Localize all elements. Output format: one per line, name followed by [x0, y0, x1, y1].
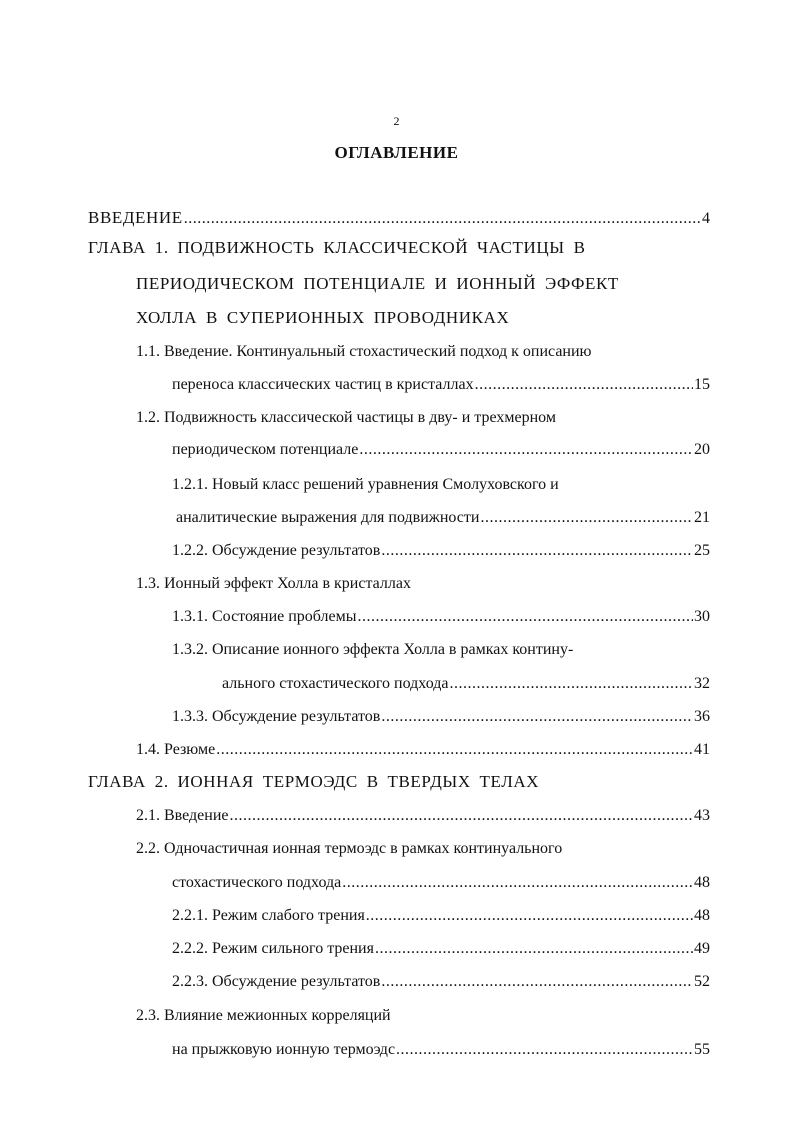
dot-leader	[381, 708, 693, 726]
dot-leader	[342, 874, 693, 892]
toc-entry-1-2-line-1: 1.2. Подвижность классической частицы в дву- и трехмерном	[136, 409, 556, 426]
toc-entry-text: 2.2.2. Режим сильного трения	[172, 940, 374, 957]
toc-page-number: 20	[694, 441, 710, 458]
toc-entry-2-2-line-1: 2.2. Одночастичная ионная термоэдс в рамках континуального	[136, 840, 563, 857]
toc-entry-1-2-2	[172, 542, 710, 560]
page-number: 2	[393, 114, 400, 128]
toc-entry-text: 1.3.1. Состояние проблемы	[172, 608, 357, 625]
toc-page-number: 21	[694, 509, 710, 526]
toc-entry-text: аналитические выражения для подвижности	[176, 509, 480, 526]
toc-page-number: 55	[694, 1041, 710, 1058]
dot-leader	[449, 675, 693, 693]
toc-entry-text: 2.2.1. Режим слабого трения	[172, 907, 365, 924]
dot-leader	[359, 441, 693, 459]
toc-page-number: 43	[694, 807, 710, 824]
toc-page-number: 52	[694, 973, 710, 990]
toc-entry-text: 1.3.3. Обсуждение результатов	[172, 708, 381, 725]
toc-entry-1-2	[172, 441, 710, 459]
toc-entry-1-3-2	[222, 675, 710, 693]
toc-entry-1-2-1	[176, 509, 710, 527]
toc-entry-text: 1.4. Резюме	[136, 741, 216, 758]
chapter-1-heading-line-2: ПЕРИОДИЧЕСКОМ ПОТЕНЦИАЛЕ И ИОННЫЙ ЭФФЕКТ	[136, 274, 619, 293]
dot-leader	[216, 741, 693, 759]
dot-leader	[396, 1041, 693, 1059]
dot-leader	[480, 509, 693, 527]
toc-page-number: 36	[694, 708, 710, 725]
toc-entry-1-1-line-1: 1.1. Введение. Континуальный стохастический подход к описанию	[136, 343, 592, 360]
toc-entry-1-2-1-line-1: 1.2.1. Новый класс решений уравнения Смолуховского и	[172, 476, 559, 493]
dot-leader	[375, 940, 693, 958]
toc-entry-text: ального стохастического подхода	[222, 675, 449, 692]
toc-entry-2-3	[172, 1041, 710, 1059]
toc-entry-1-3-1	[172, 608, 710, 626]
toc-page-number: 15	[694, 376, 710, 393]
toc-entry-text: 1.2.2. Обсуждение результатов	[172, 542, 381, 559]
toc-page-number: 32	[694, 675, 710, 692]
toc-entry-text: на прыжковую ионную термоэдс	[172, 1041, 396, 1058]
chapter-1-heading-line-1: ГЛАВА 1. ПОДВИЖНОСТЬ КЛАССИЧЕСКОЙ ЧАСТИЦЫ В	[88, 238, 586, 257]
toc-page-number: 30	[694, 608, 710, 625]
chapter-1-heading-line-3: ХОЛЛА В СУПЕРИОННЫХ ПРОВОДНИКАХ	[136, 308, 510, 327]
toc-entry-1-3: 1.3. Ионный эффект Холла в кристаллах	[136, 575, 411, 592]
dot-leader	[358, 608, 694, 626]
toc-entry-1-1	[172, 376, 710, 394]
page-title: ОГЛАВЛЕНИЕ	[334, 143, 459, 162]
toc-entry-text: периодическом потенциале	[172, 441, 359, 458]
toc-page-number: 49	[694, 940, 710, 957]
toc-entry-text: переноса классических частиц в кристаллах	[172, 376, 474, 393]
dot-leader	[184, 210, 701, 228]
toc-entry-1-3-2-line-1: 1.3.2. Описание ионного эффекта Холла в рамках контину-	[172, 641, 574, 658]
toc-entry-2-1	[136, 807, 710, 825]
toc-entry-text: 2.2.3. Обсуждение результатов	[172, 973, 381, 990]
chapter-2-heading: ГЛАВА 2. ИОННАЯ ТЕРМОЭДС В ТВЕРДЫХ ТЕЛАХ	[88, 772, 540, 791]
toc-page-number: 48	[694, 907, 710, 924]
toc-entry-2-2-3	[172, 973, 710, 991]
toc-entry-2-2-2	[172, 940, 710, 958]
dot-leader	[230, 807, 694, 825]
toc-entry-text: 2.1. Введение	[136, 807, 229, 824]
toc-entry-1-3-3	[172, 708, 710, 726]
toc-entry-2-3-line-1: 2.3. Влияние межионных корреляций	[136, 1007, 391, 1024]
toc-entry-text: стохастического подхода	[172, 874, 342, 891]
toc-page-number: 41	[694, 741, 710, 758]
toc-page-number: 4	[702, 210, 710, 227]
dot-leader	[475, 376, 693, 394]
toc-entry-2-2-1	[172, 907, 710, 925]
toc-page-number: 48	[694, 874, 710, 891]
toc-entry-2-2	[172, 874, 710, 892]
dot-leader	[381, 973, 693, 991]
toc-page-number: 25	[694, 542, 710, 559]
toc-entry-intro	[88, 208, 710, 228]
toc-entry-text: ВВЕДЕНИЕ	[88, 208, 183, 227]
toc-entry-1-4	[136, 741, 710, 759]
dot-leader	[381, 542, 693, 560]
dot-leader	[366, 907, 693, 925]
